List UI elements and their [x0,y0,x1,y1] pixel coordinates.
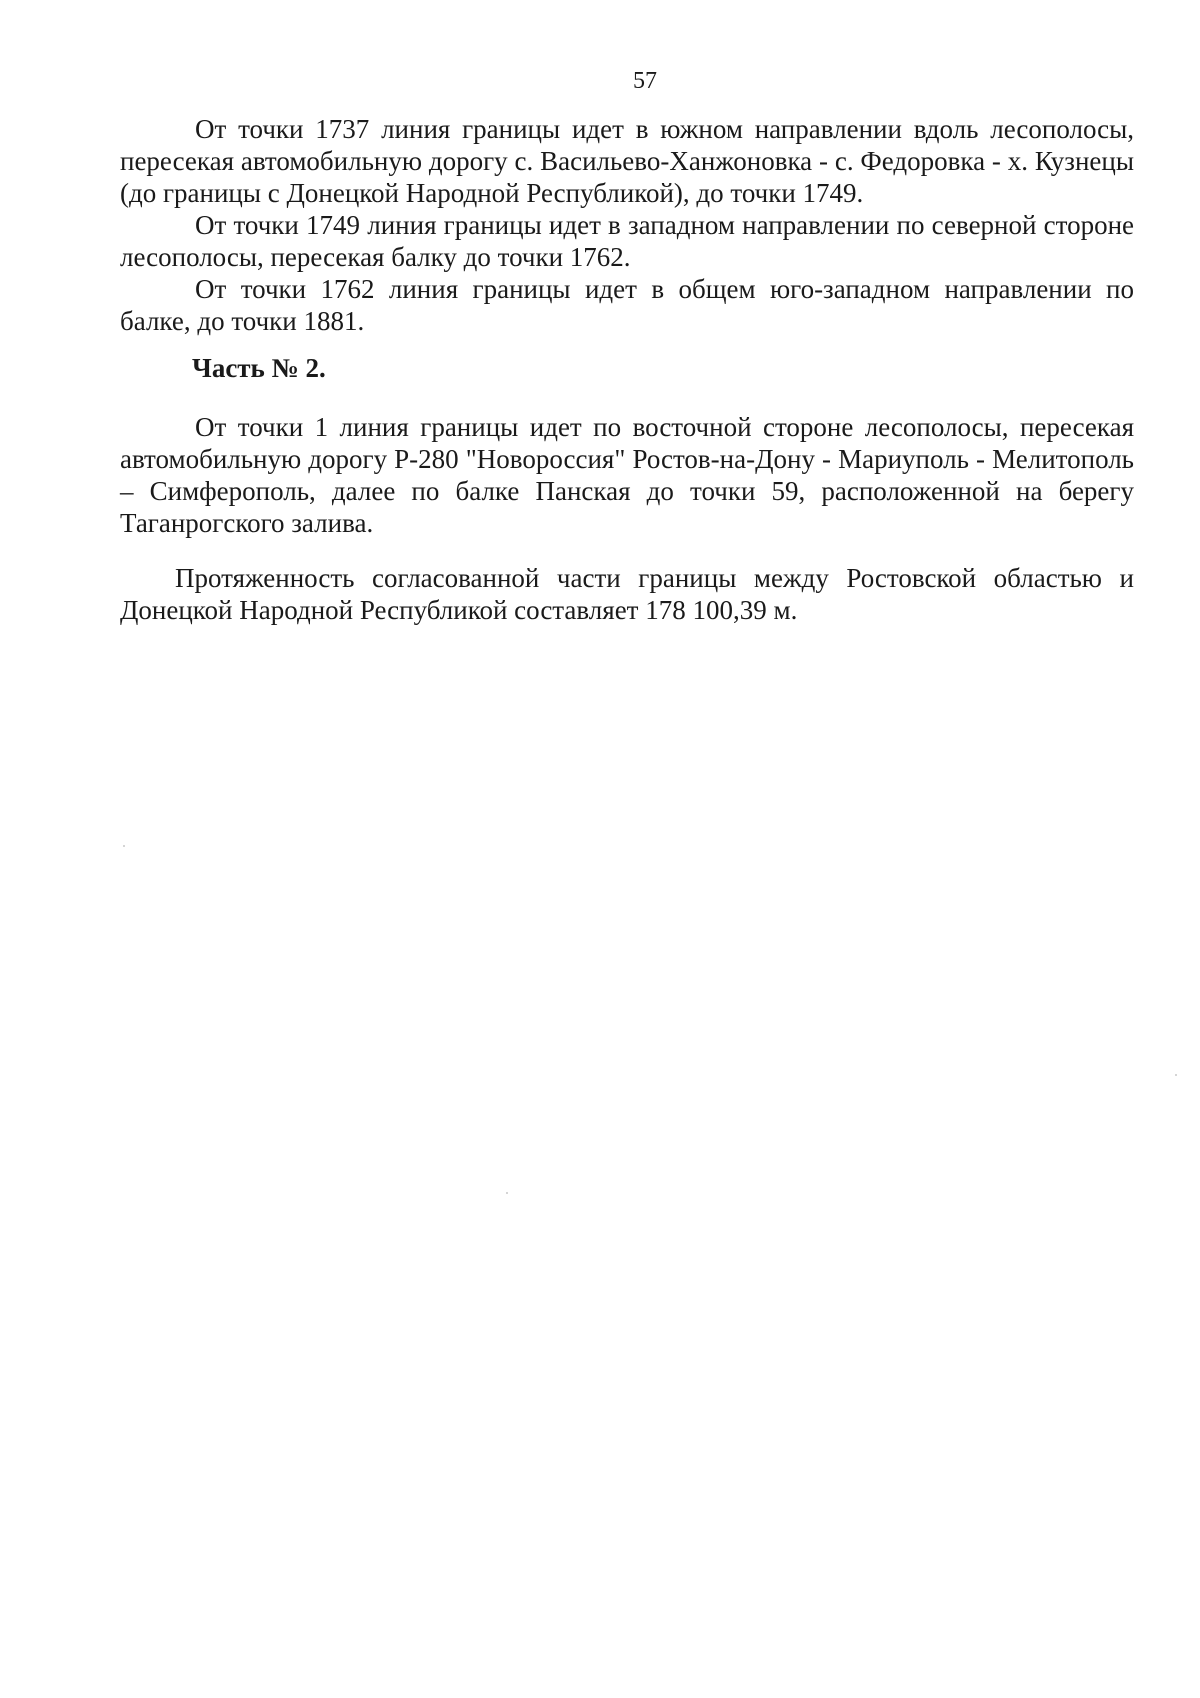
part2-section [120,411,1134,539]
summary-section [120,562,1134,626]
scan-speck [506,1192,508,1194]
paragraph-point-1749: От точки 1749 линия границы идет в западном направлении по северной стороне лесополосы, пересекая балку до точки 1762. [120,210,1134,272]
part2-heading: Часть № 2. [192,353,326,383]
paragraph-part2: От точки 1 линия границы идет по восточной стороне лесополосы, пересекая автомобильную дорогу Р-280 "Новороссия" Ростов-на-Дону - Мариуполь - Мелитополь – Симферополь, далее по балке Панская до точки 59, расположенной на берегу Таганрогского залива. [120,412,1134,538]
part2-heading-block [120,352,1134,384]
scan-speck [1175,1074,1177,1076]
paragraph-point-1737: От точки 1737 линия границы идет в южном направлении вдоль лесополосы, пересекая автомобильную дорогу с. Васильево-Ханжоновка - с. Федоровка - х. Кузнецы (до границы с Донецкой Народной Республикой), до точки 1749. [120,114,1134,208]
paragraph-point-1762: От точки 1762 линия границы идет в общем юго-западном направлении по балке, до точки 1881. [120,274,1134,336]
paragraph-summary: Протяженность согласованной части границы между Ростовской областью и Донецкой Народной Республикой составляет 178 100,39 м. [120,563,1134,625]
page-number: 57 [633,68,657,94]
part1-section [120,113,1134,337]
scan-speck [123,845,125,847]
